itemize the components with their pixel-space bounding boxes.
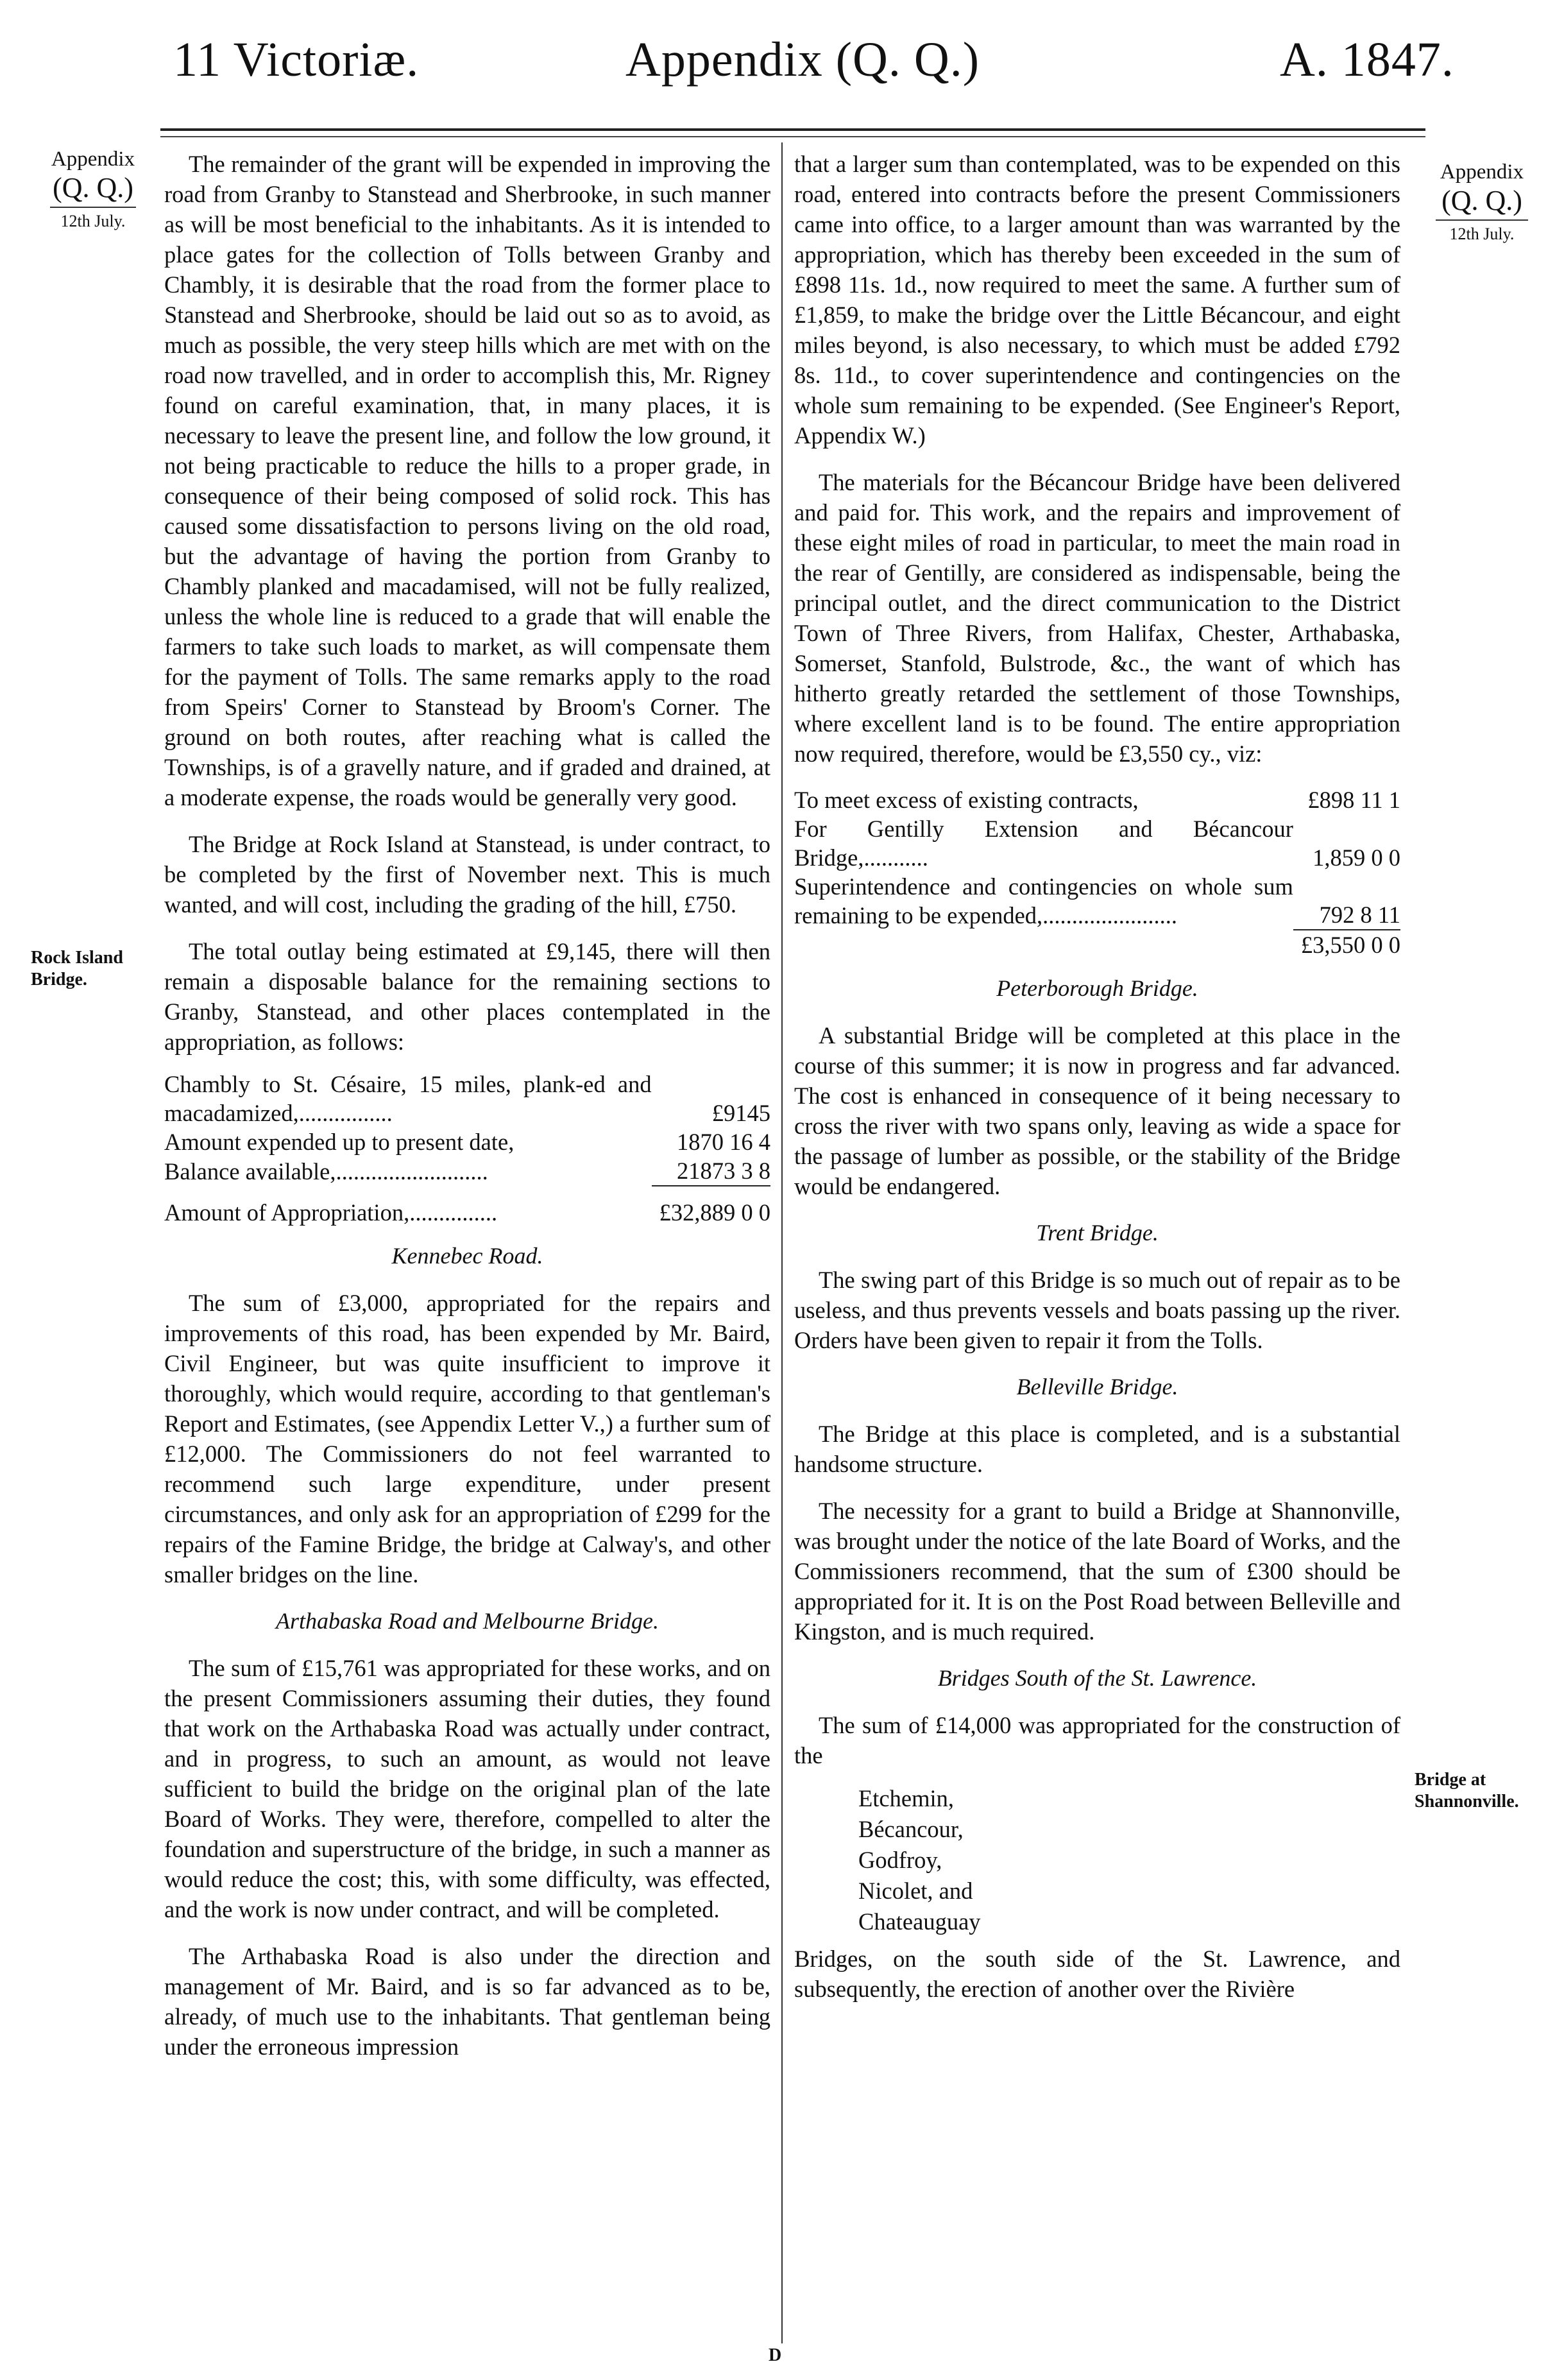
account-label: Balance available,.......................... [164,1158,488,1185]
account-total-amount: £3,550 0 0 [1293,930,1400,959]
margin-appendix-right [1424,159,1540,245]
paragraph-total-outlay: The total outlay being estimated at £9,145, there will then remain a disposable balance for the remaining sections to Granby, Stanstead, and other places contemplated in the appropriation, as follows: [164,938,770,1055]
heading-bridges-south: Bridges South of the St. Lawrence. [937,1665,1257,1691]
header-rule [160,128,1425,131]
margin-date: 12th July. [50,207,136,232]
account-row [164,1070,770,1127]
account-table-becancour [794,785,1400,959]
paragraph-larger-sum: that a larger sum than contemplated, was to be expended on this road, entered into contracts before the present Commissioners came into office, to a larger amount than was warranted by the appropriation, which has thereby been exceeded in the sum of £898 11s. 1d., now required to meet the same. A further sum of £1,859, to make the bridge over the Little Bécancour, and eight miles beyond, is also necessary, to which must be added £792 8s. 11d., to cover superintendence and contingencies on the whole sum remaining to be expended. (See Engineer's Report, Appendix W.) [794,151,1400,449]
list-item: Chateauguay [858,1908,981,1935]
account-row [164,1156,770,1186]
account-total-label: Amount of Appropriation,............... [164,1199,498,1226]
list-item: Nicolet, and [858,1878,973,1904]
heading-kennebec-road: Kennebec Road. [391,1243,543,1269]
account-amount: £898 11 1 [1307,787,1400,813]
paragraph-arthabaska-sum: The sum of £15,761 was appropriated for these works, and on the present Commissioners assuming their duties, they found that work on the Arthabaska Road was actually under contract, and in progress, to such an amount, as would not leave sufficient to build the bridge on the original plan of the late Board of Works. They were, therefore, compelled to alter the foundation and superstructure of the bridge, in such a manner as would reduce the cost; this, with some difficulty, was effected, and the work is now under contract, and will be completed. [164,1655,770,1922]
right-column [794,149,1400,2021]
paragraph-peterborough: A substantial Bridge will be completed at this place in the course of this summer; it is now in progress and far advanced. The cost is enhanced in consequence of it being necessary to cross the river with two spans only, leaving as wide a space for the passage of lumber as possible, or the stability of the Bridge would be endangered. [794,1022,1400,1199]
account-total-row [794,930,1400,959]
account-amount: 1,859 0 0 [1313,844,1400,871]
account-row [794,814,1400,872]
paragraph-becancour-materials: The materials for the Bécancour Bridge have been delivered and paid for. This work, and the repairs and improvement of these eight miles of road in particular, to meet the main road in the rear of Gentilly, are considered as indispensable, being the principal outlet, and the direct communication to the District Town of Three Rivers, from Halifax, Chester, Arthabaska, Somerset, Stanfold, Bulstrode, &c., the want of which has hitherto greatly retarded the settlement of those Townships, where excellent land is to be found. The entire appropriation now required, therefore, would be £3,550 cy., viz: [794,469,1400,767]
heading-peterborough-bridge: Peterborough Bridge. [996,975,1198,1001]
list-item: Godfroy, [858,1847,942,1873]
account-label: Superintendence and contingencies on whole sum remaining to be expended,....................... [794,873,1293,929]
account-amount: 21873 3 8 [677,1158,770,1184]
paragraph-bridges-sum: The sum of £14,000 was appropriated for the construction of the [794,1712,1400,1768]
bridge-list [858,1783,1400,1937]
heading-belleville-bridge: Belleville Bridge. [1016,1374,1178,1400]
list-item: Bécancour, [858,1816,964,1842]
account-row [794,785,1400,814]
paragraph-trent: The swing part of this Bridge is so much out of repair as to be useless, and thus prevents vessels and boats passing up the river. Orders have been given to repair it from the Tolls. [794,1267,1400,1353]
account-amount: 1870 16 4 [677,1129,770,1155]
account-amount: £9145 [711,1100,770,1126]
list-item: Etchemin, [858,1785,954,1811]
paragraph-belleville: The Bridge at this place is completed, and is a substantial handsome structure. [794,1421,1400,1477]
paragraph-rock-island-bridge: The Bridge at Rock Island at Stanstead, is under contract, to be completed by the first of November next. This is much wanted, and will cost, including the grading of the hill, £750. [164,831,770,918]
account-total-amount: £32,889 0 0 [652,1186,770,1227]
paragraph-shannonville: The necessity for a grant to build a Bridge at Shannonville, was brought under the notice of the late Board of Works, and the Commissioners recommend, that the sum of £300 should be appropriated for it. It is on the Post Road between Belleville and Kingston, and is much required. [794,1498,1400,1645]
side-note-shannonville: Bridge at Shannonville. [1415,1770,1519,1811]
margin-ref: (Q. Q.) [1441,185,1522,216]
margin-date: 12th July. [1436,219,1528,245]
heading-trent-bridge: Trent Bridge. [1036,1220,1159,1246]
margin-title: Appendix [51,148,135,171]
margin-title: Appendix [1440,160,1524,184]
account-table-granby [164,1070,770,1227]
account-label: To meet excess of existing contracts, [794,787,1139,813]
account-label: For Gentilly Extension and Bécancour Bridge,........... [794,816,1293,871]
left-column [164,149,770,2078]
signature-mark: D [769,2345,782,2365]
paragraph-granby-road: The remainder of the grant will be expended in improving the road from Granby to Stanstead and Sherbrooke, in such manner as will be most beneficial to the inhabitants. As it is intended to place gates for the collection of Tolls between Granby and Chambly, it is desirable that the road from the former place to Stanstead and Sherbrooke, should be laid out so as to avoid, as much as possible, the very steep hills which are met with on the road now travelled, and in order to accomplish this, Mr. Rigney found on careful examination, that, in many places, it is necessary to leave the present line, and follow the low ground, it not being practicable to reduce the hills to a proper grade, in consequence of their being composed of solid rock. This has caused some dissatisfaction to persons living on the old road, but the advantage of having the portion from Granby to Chambly planked and macadamised, will not be fully realized, unless the whole line is reduced to a grade that will enable the farmers to take such loads to market, as will compensate them for the payment of Tolls. The same remarks apply to the road from Speirs' Corner to Stanstead by Broom's Corner. The ground on both routes, after reaching what is called the Townships, is of a gravelly nature, and if graded and drained, at a moderate expense, the roads would be generally very good. [164,151,770,810]
account-amount: 792 8 11 [1319,902,1400,928]
paragraph-bridges-south-side: Bridges, on the south side of the St. Lawrence, and subsequently, the erection of another over the Rivière [794,1946,1400,2002]
account-total-row [164,1186,770,1227]
account-row [794,872,1400,930]
account-label: Amount expended up to present date, [164,1129,514,1155]
header-rule-thin [160,136,1425,137]
heading-arthabaska-road: Arthabaska Road and Melbourne Bridge. [276,1608,659,1634]
margin-appendix-left [38,146,148,232]
paragraph-arthabaska-direction: The Arthabaska Road is also under the direction and management of Mr. Baird, and is so far advanced as to be, already, of much use to the inhabitants. That gentleman being under the erroneous impression [164,1943,770,2060]
account-label: Chambly to St. Césaire, 15 miles, plank-ed and macadamized,................ [164,1071,652,1126]
running-head-left: 11 Victoriæ. [173,33,420,87]
column-divider [781,142,783,2343]
running-head-right: A. 1847. [1280,33,1454,87]
margin-ref: (Q. Q.) [53,172,133,203]
running-head-center: Appendix (Q. Q.) [625,33,980,87]
account-row [164,1127,770,1156]
paragraph-kennebec: The sum of £3,000, appropriated for the repairs and improvements of this road, has been expended by Mr. Baird, Civil Engineer, but was quite insufficient to improve it thoroughly, which would require, according to that gentleman's Report and Estimates, (see Appendix Letter V.,) a further sum of £12,000. The Commissioners do not feel warranted to recommend such large expenditure, under present circumstances, and only ask for an appropriation of £299 for the repairs of the Famine Bridge, the bridge at Calway's, and other smaller bridges on the line. [164,1290,770,1588]
side-note-rock-island: Rock Island Bridge. [31,948,123,989]
